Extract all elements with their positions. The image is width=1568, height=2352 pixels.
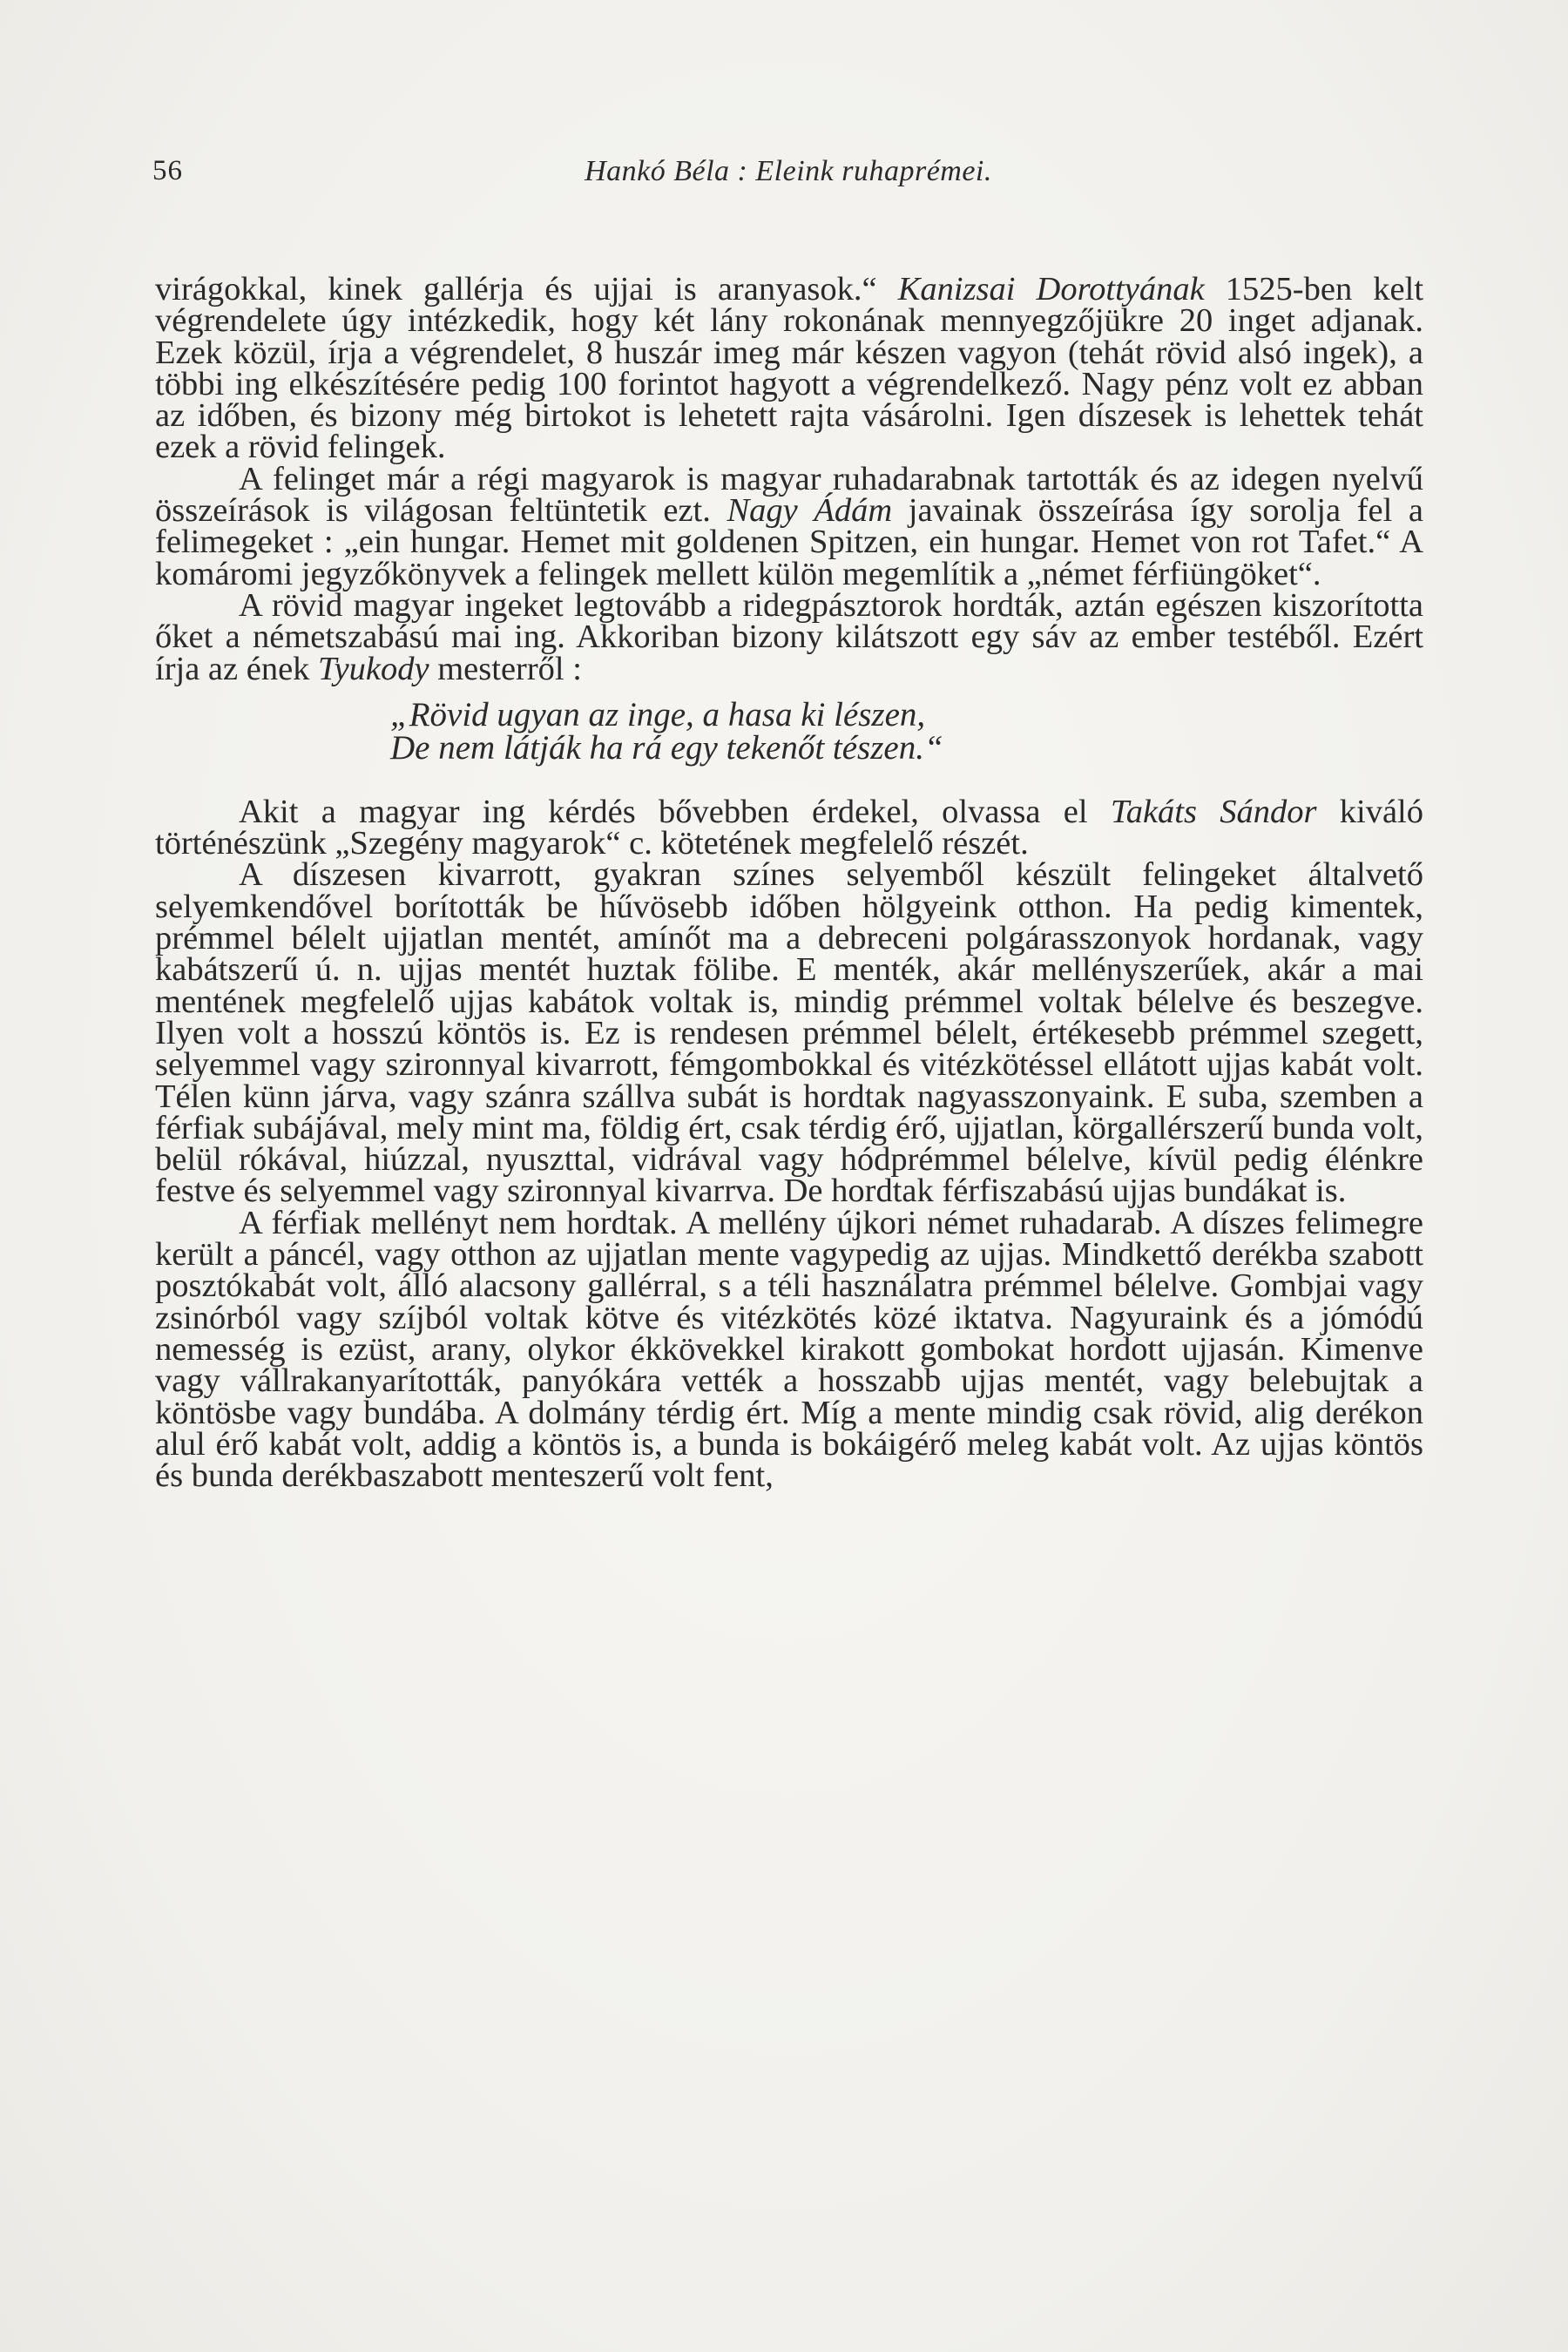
body-text	[155, 271, 1424, 1495]
person-name: Tyukody	[318, 650, 429, 687]
page-header	[152, 155, 1424, 199]
paragraph	[155, 793, 1423, 862]
person-name: Takáts Sándor	[1110, 793, 1317, 830]
text-span: kiváló történészünk „Szegény magyarok“ c. kötetének megfelelő részét.	[155, 793, 1423, 862]
text-span: A férfiak mellényt nem hordtak. A mellény újkori német ruhadarab. A díszes felimegre került a páncél, vagy otthon az ujjatlan mente vagypedig az ujjas. Mindkettő derékba szabott posztókabát volt, álló alacsony gallérral, s a téli használatra prémmel bélelve. Gombjai vagy zsinórból vagy szíjból voltak kötve és vitézkötés közé iktatva. Nagyuraink és a jómódú nemesség is ezüst, arany, olykor ékkövekkel kirakott gombokat hordott ujjasán. Kimenve vagy vállrakanyarították, panyókára vették a hosszabb ujjas mentét, vagy belebujtak a köntösbe vagy bundába. A dolmány térdig ért. Míg a mente mindig csak rövid, alig derékon alul érő kabát volt, addig a köntös is, a bunda is bokáigérő meleg kabát volt. Az ujjas köntös és bunda derékbaszabott menteszerű volt fent,	[155, 1204, 1423, 1495]
text-span: virágokkal, kinek gallérja és ujjai is aranyasok.“	[155, 271, 898, 308]
person-name: Nagy Ádám	[727, 492, 893, 530]
text-span: A felinget már a régi magyarok is magyar ruhadarabnak tartották és az idegen nyelvű összeírások is világosan feltüntetik ezt.	[155, 460, 1423, 530]
text-span: 1525-ben kelt végrendelete úgy intézkedik, hogy két lány rokonának mennyegzőjükre 20 inget adjanak. Ezek közül, írja a végrendelet, 8 huszár imeg már készen vagyon (tehát rövid alsó ingek), a többi ing elkészítésére pedig 100 forintot hagyott a végrendelkező. Nagy pénz volt ez abban az időben, és bizony még birtokot is lehetett rajta vásárolni. Igen díszesek is lehettek tehát ezek a rövid felingek.	[155, 271, 1424, 466]
text-span: mesterről :	[429, 650, 582, 687]
poem-line: De nem látják ha rá egy tekenőt tészen.“	[390, 728, 943, 767]
text-span: javainak összeírása így sorolja fel a felimegeket : „ein hungar. Hemet mit goldenen Spitzen, ein hungar. Hemet von rot Tafet.“ A komáromi jegyzőkönyvek a felingek mellett külön megemlítik a „német férfiüngöket“.	[155, 492, 1423, 592]
running-title: Hankó Béla : Eleink ruhaprémei.	[585, 155, 992, 187]
paragraph	[155, 1204, 1423, 1495]
paragraph	[155, 271, 1424, 466]
person-name: Kanizsai Dorottyának	[897, 271, 1205, 308]
poem-line: „Rövid ugyan az inge, a hasa ki lészen,	[390, 695, 926, 733]
paragraph	[155, 856, 1423, 1210]
paragraph	[155, 586, 1423, 687]
text-span: Akit a magyar ing kérdés bővebben érdekel, olvassa el	[239, 793, 1111, 830]
text-span: A rövid magyar ingeket legtovább a ridegpásztorok hordták, aztán egészen kiszorította őket a németszabású mai ing. Akkoriban bizony kilátszott egy sáv az ember testéből. Ezért írja az ének	[155, 586, 1423, 687]
text-span: A díszesen kivarrott, gyakran színes selyemből készült felingeket általvető selyemkendővel borították be hűvösebb időben hölgyeink otthon. Ha pedig kimentek, prémmel bélelt ujjatlan mentét, amínőt ma a debreceni polgárasszonyok hordanak, vagy kabátszerű ú. n. ujjas mentét huztak fölibe. E menték, akár mellényszerűek, akár a mai mentének megfelelő ujjas kabátok voltak is, mindig prémmel voltak bélelve és beszegve. Ilyen volt a hosszú köntös is. Ez is rendesen prémmel bélelt, értékesebb prémmel szegett, selyemmel vagy szironnyal kivarrott, fémgombokkal és vitézkötéssel ellátott ujjas kabát volt. Télen künn járva, vagy szánra szállva subát is hordtak nagyasszonyaink. E suba, szemben a férfiak subájával, mely mint ma, földig ért, csak térdig érő, ujjatlan, körgallérszerű bunda volt, belül rókával, hiúzzal, nyuszttal, vidrával vagy hódprémmel bélelve, kívül pedig élénkre festve és selyemmel vagy szironnyal kivarrva. De hordtak férfiszabású ujjas bundákat is.	[155, 856, 1423, 1210]
poem-quote	[390, 695, 1423, 767]
paragraph	[155, 460, 1423, 592]
page-number: 56	[152, 155, 183, 186]
